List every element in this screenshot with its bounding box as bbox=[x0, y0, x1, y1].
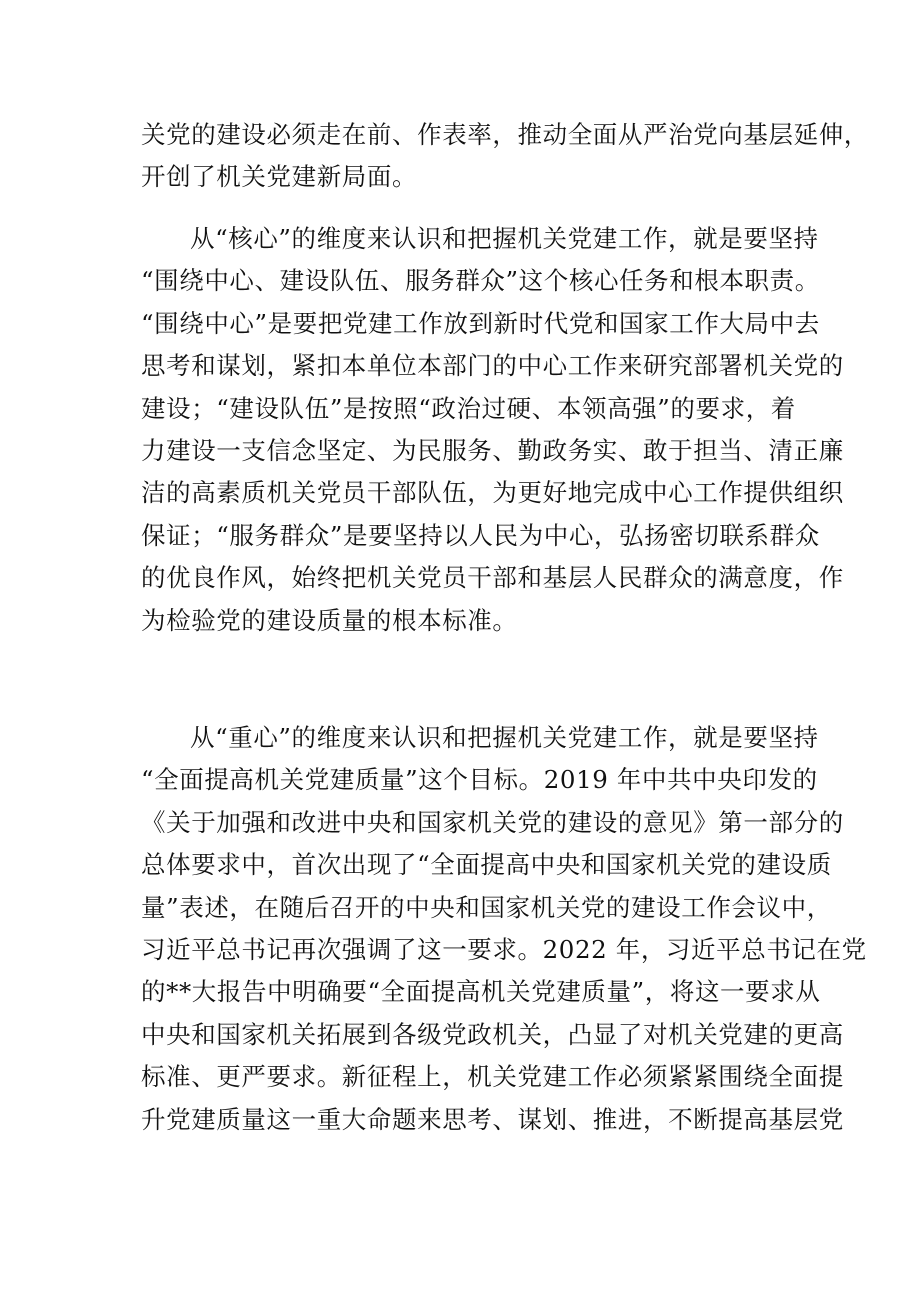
text-line: 总体要求中，首次出现了“全面提高中央和国家机关党的建设质 bbox=[141, 850, 832, 880]
text-line: 建设；“建设队伍”是按照“政治过硬、本领高强”的要求，着 bbox=[141, 393, 796, 423]
text-line: 开创了机关党建新局面。 bbox=[141, 162, 418, 192]
paragraph-core-dimension bbox=[141, 218, 844, 642]
paragraph-focus-dimension bbox=[141, 717, 867, 1141]
text-line: “围绕中心、建设队伍、服务群众”这个核心任务和根本职责。 bbox=[141, 266, 820, 296]
text-line: 关党的建设必须走在前、作表率，推动全面从严治党向基层延伸， bbox=[141, 120, 869, 149]
text-line-first: 从“核心”的维度来认识和把握机关党建工作，就是要坚持 bbox=[190, 224, 819, 253]
paragraph-continuation bbox=[141, 114, 869, 199]
text-line-first: 从“重心”的维度来认识和把握机关党建工作，就是要坚持 bbox=[190, 723, 819, 752]
text-line: 中央和国家机关拓展到各级党政机关，凸显了对机关党建的更高 bbox=[141, 1019, 844, 1049]
text-line: 为检验党的建设质量的根本标准。 bbox=[141, 605, 518, 635]
text-line: 量”表述，在随后召开的中央和国家机关党的建设工作会议中， bbox=[141, 892, 832, 922]
text-line: 的**大报告中明确要“全面提高机关党建质量”，将这一要求从 bbox=[141, 977, 821, 1007]
text-line: 习近平总书记再次强调了这一要求。2022 年，习近平总书记在党 bbox=[141, 935, 867, 965]
text-line: 《关于加强和改进中央和国家机关党的建设的意见》第一部分的 bbox=[141, 807, 844, 837]
text-line: 洁的高素质机关党员干部队伍，为更好地完成中心工作提供组织 bbox=[141, 478, 844, 508]
text-line: 力建设一支信念坚定、为民服务、勤政务实、敢于担当、清正廉 bbox=[141, 436, 844, 466]
text-line: “全面提高机关党建质量”这个目标。2019 年中共中央印发的 bbox=[141, 765, 818, 795]
text-line: 思考和谋划，紧扣本单位本部门的中心工作来研究部署机关党的 bbox=[141, 351, 844, 381]
text-line: 保证；“服务群众”是要坚持以人民为中心，弘扬密切联系群众 bbox=[141, 520, 820, 550]
text-line: “围绕中心”是要把党建工作放到新时代党和国家工作大局中去 bbox=[141, 308, 820, 338]
text-line: 的优良作风，始终把机关党员干部和基层人民群众的满意度，作 bbox=[141, 563, 844, 593]
text-line: 升党建质量这一重大命题来思考、谋划、推进，不断提高基层党 bbox=[141, 1104, 844, 1134]
text-line: 标准、更严要求。新征程上，机关党建工作必须紧紧围绕全面提 bbox=[141, 1062, 844, 1092]
